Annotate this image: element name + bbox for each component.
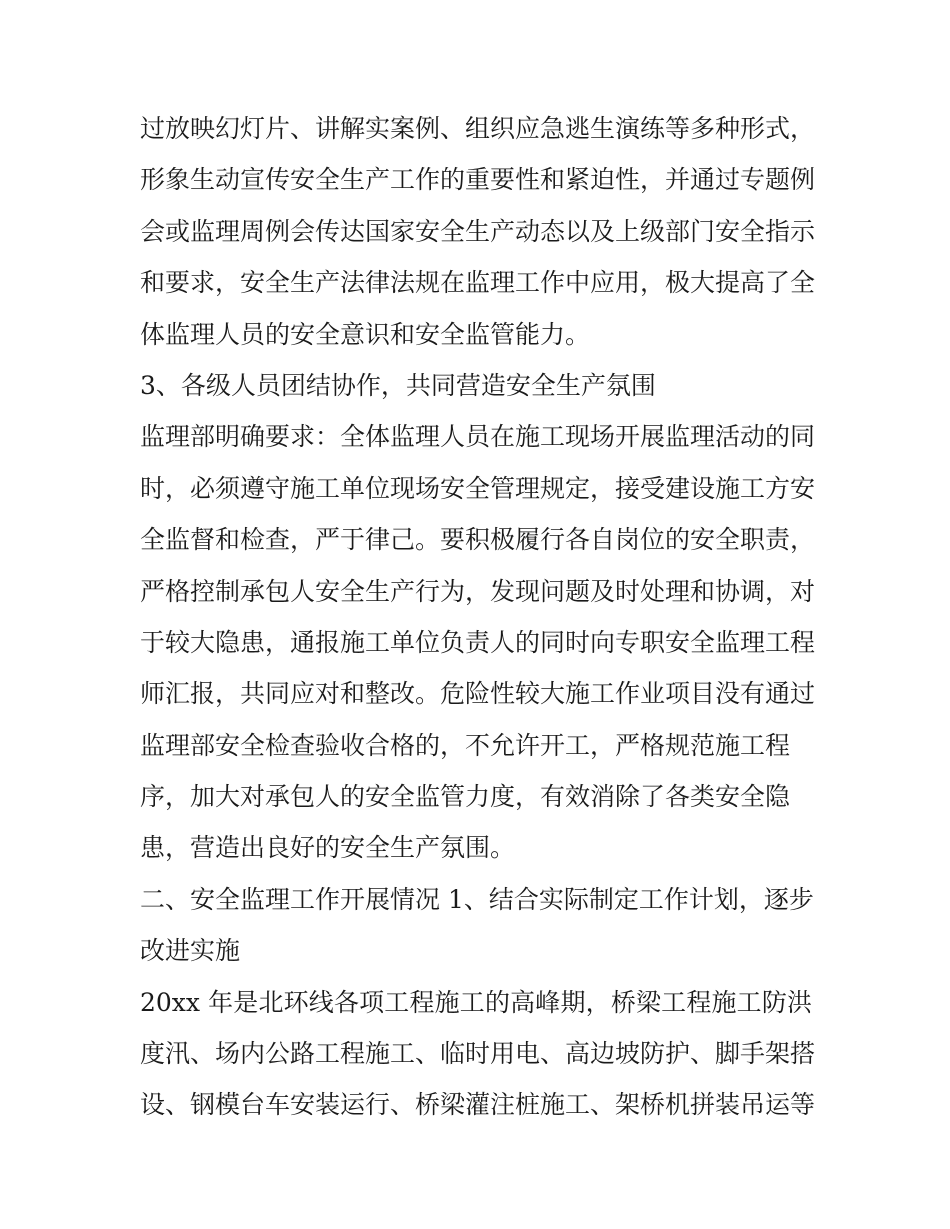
document-body [140,103,816,1131]
text-line: 设、钢模台车安装运行、桥梁灌注桩施工、架桥机拼装吊运等 [140,1090,816,1120]
text-line: 20xx 年是北环线各项工程施工的高峰期，桥梁工程施工防洪 [140,987,812,1017]
text-line: 度汛、场内公路工程施工、临时用电、高边坡防护、脚手架搭 [140,1039,816,1069]
text-line: 和要求，安全生产法律法规在监理工作中应用，极大提高了全 [140,268,816,298]
section-heading: 3、各级人员团结协作，共同营造安全生产氛围 [140,370,656,400]
text-line: 监理部安全检查验收合格的，不允许开工，严格规范施工程 [140,730,791,760]
text-line: 全监督和检查，严于律己。要积极履行各自岗位的安全职责， [140,525,816,555]
paragraph-end-line: 患，营造出良好的安全生产氛围。 [140,833,516,863]
text-line: 师汇报，共同应对和整改。危险性较大施工作业项目没有通过 [140,679,816,709]
text-line: 严格控制承包人安全生产行为，发现问题及时处理和协调，对 [140,576,816,606]
section-heading-continued: 改进实施 [140,936,241,966]
text-line: 过放映幻灯片、讲解实案例、组织应急逃生演练等多种形式， [140,114,816,143]
text-line: 于较大隐患，通报施工单位负责人的同时向专职安全监理工程 [140,627,816,657]
text-line: 形象生动宣传安全生产工作的重要性和紧迫性，并通过专题例 [140,165,816,195]
text-line: 序，加大对承包人的安全监管力度，有效消除了各类安全隐 [140,782,791,812]
text-line: 监理部明确要求：全体监理人员在施工现场开展监理活动的同 [140,422,816,452]
paragraph-end-line: 体监理人员的安全意识和安全监管能力。 [140,319,591,349]
text-line: 时，必须遵守施工单位现场安全管理规定，接受建设施工方安 [140,473,816,503]
text-line: 会或监理周例会传达国家安全生产动态以及上级部门安全指示 [140,216,816,246]
section-heading: 二、安全监理工作开展情况 1、结合实际制定工作计划，逐步 [140,884,814,914]
